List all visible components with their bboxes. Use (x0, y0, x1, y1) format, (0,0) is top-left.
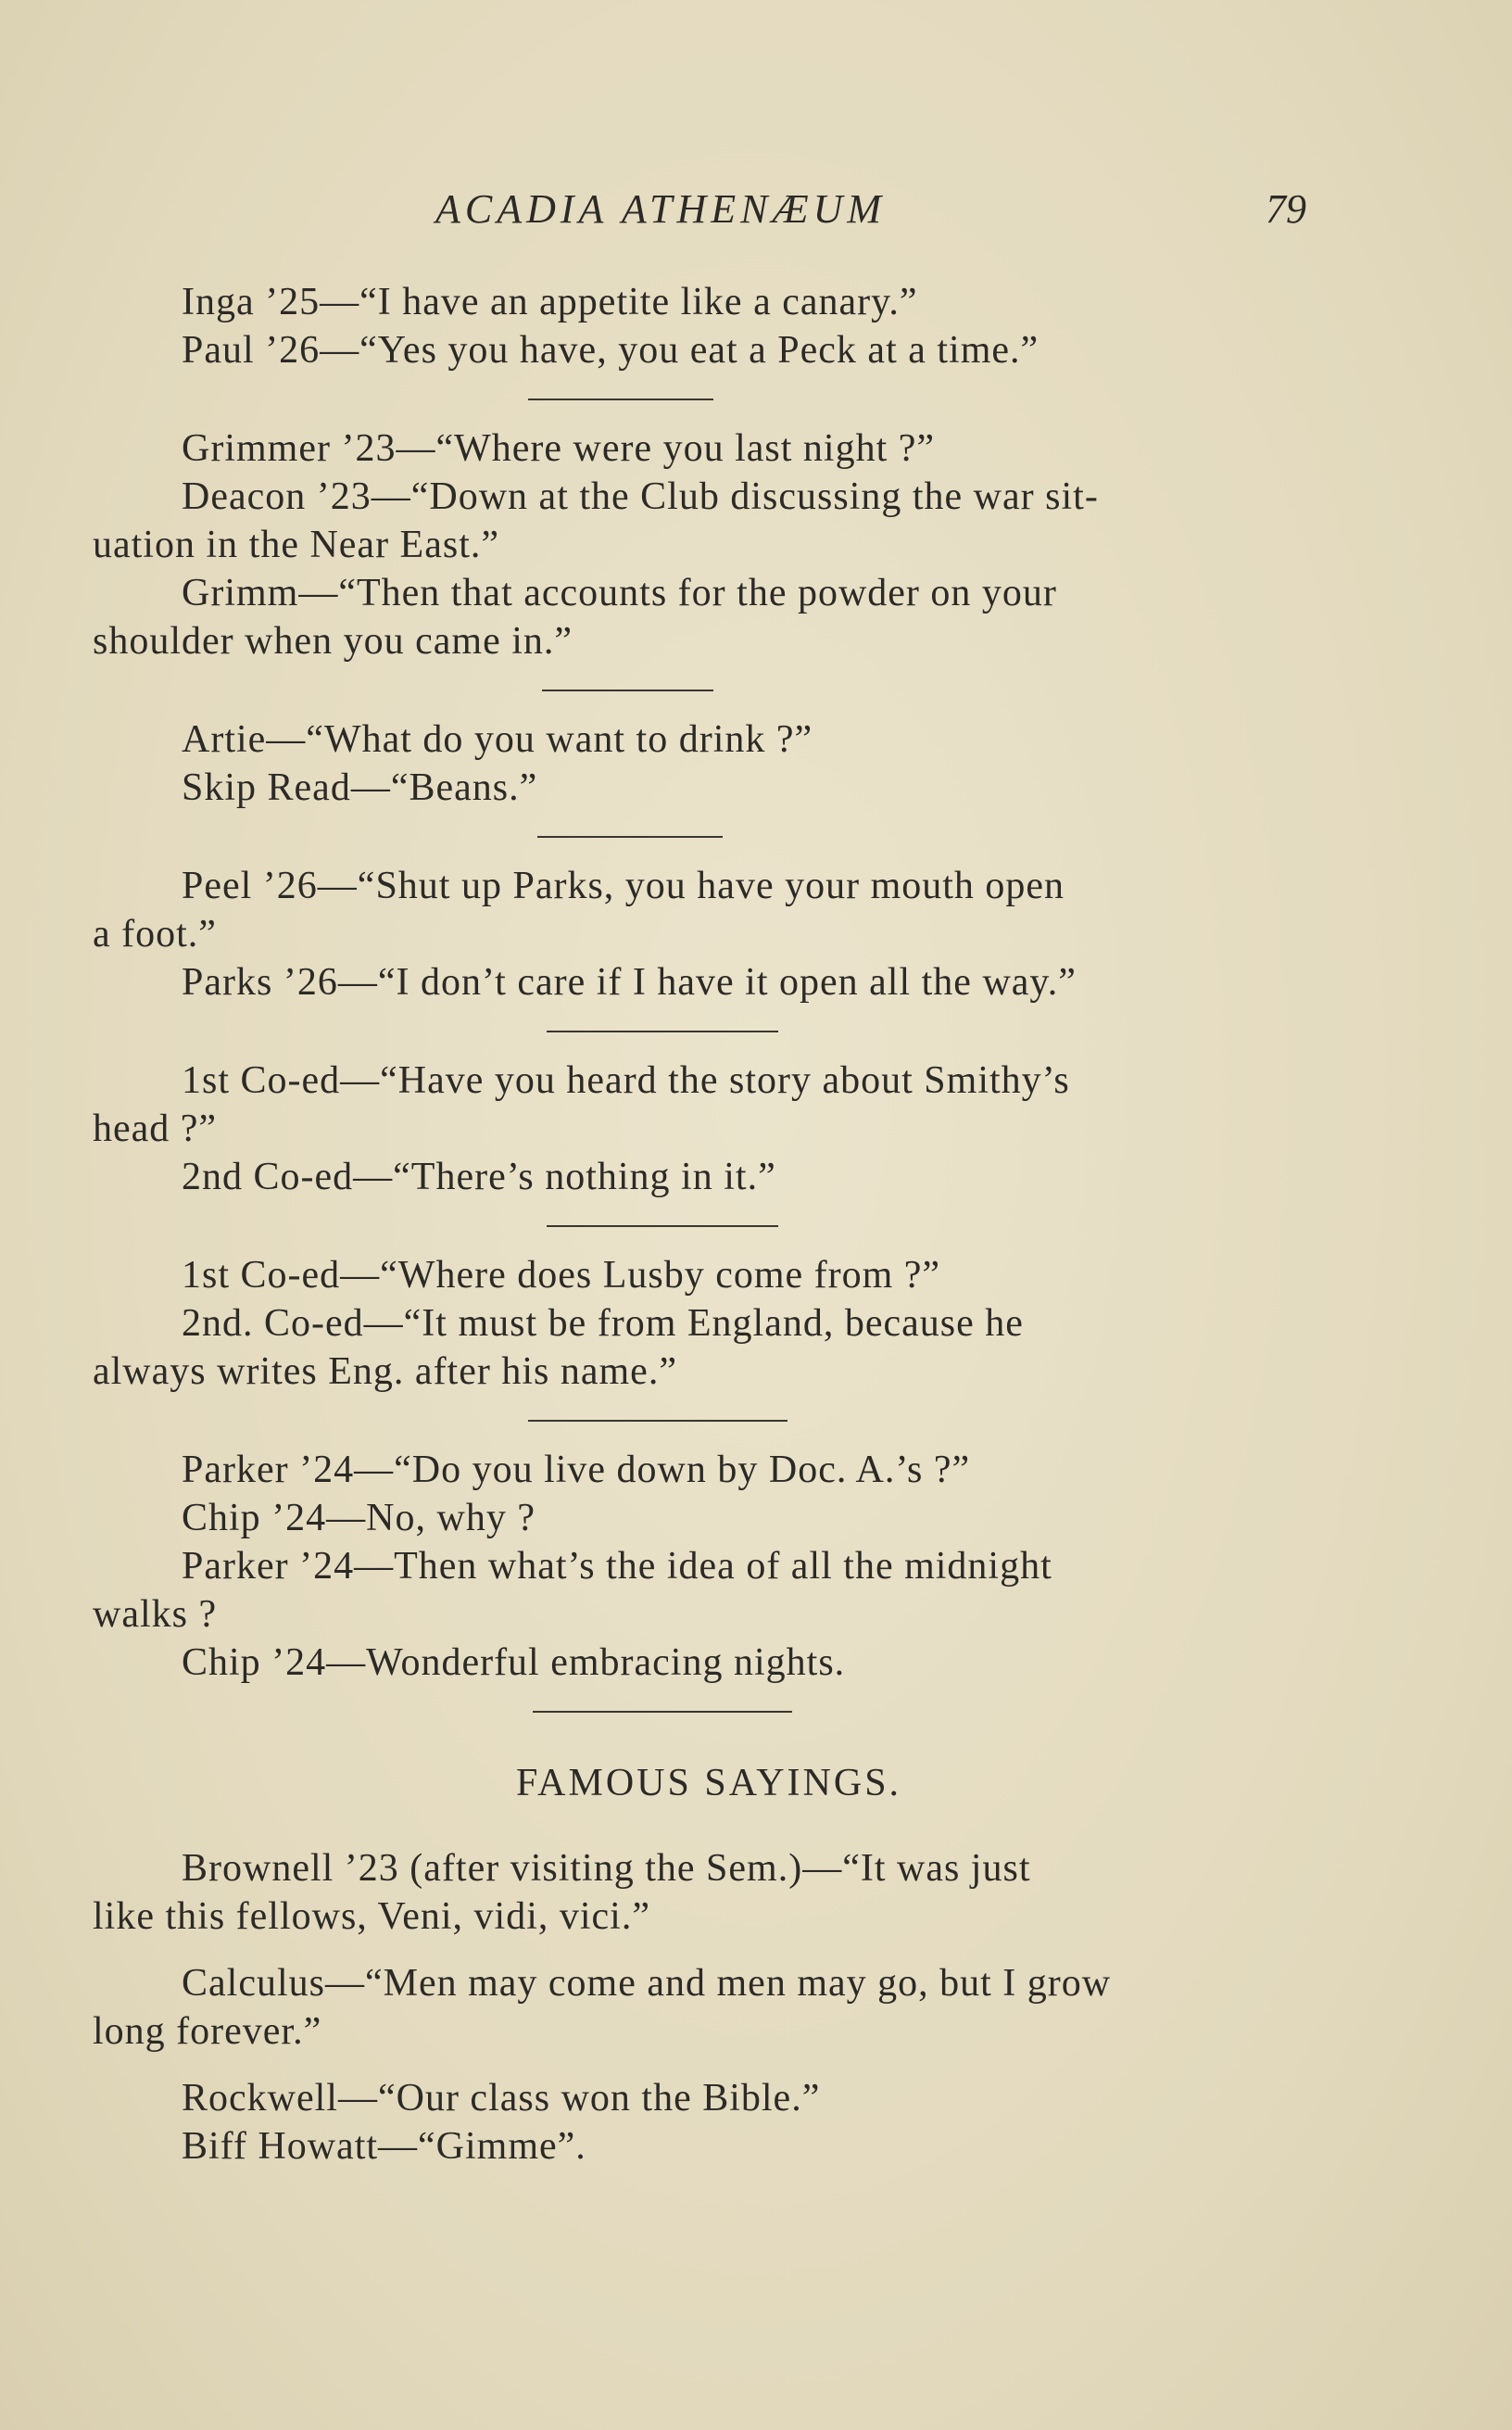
divider (528, 399, 713, 400)
text-line: Biff Howatt—“Gimme”. (182, 2125, 586, 2168)
spacer (93, 1807, 1325, 1844)
text-line: shoulder when you came in.” (93, 620, 573, 663)
divider (528, 1420, 788, 1422)
text-line: Paul ’26—“Yes you have, you eat a Peck at a time.” (182, 329, 1040, 372)
text-line: Deacon ’23—“Down at the Club discussing the war sit- (182, 475, 1099, 518)
text-line: uation in the Near East.” (93, 524, 500, 566)
text-line: Chip ’24—No, why ? (182, 1497, 536, 1539)
text-line: 2nd Co-ed—“There’s nothing in it.” (182, 1156, 776, 1198)
text-line: Grimmer ’23—“Where were you last night ?” (182, 427, 936, 470)
text-line: head ?” (93, 1107, 218, 1150)
text-line: Inga ’25—“I have an appetite like a canary.” (182, 281, 918, 323)
divider (547, 1225, 778, 1227)
text-line: Chip ’24—Wonderful embracing nights. (182, 1641, 846, 1684)
text-line: Skip Read—“Beans.” (182, 766, 538, 809)
text-line: long forever.” (93, 2010, 322, 2053)
divider (547, 1031, 778, 1032)
page-number: 79 (1266, 186, 1306, 232)
text-line: Calculus—“Men may come and men may go, but I grow (182, 1962, 1112, 2005)
text-line: Parker ’24—“Do you live down by Doc. A.’s ?” (182, 1449, 971, 1491)
text-line: Grimm—“Then that accounts for the powder on your (182, 572, 1057, 614)
divider (533, 1711, 792, 1713)
text-line: 1st Co-ed—“Where does Lusby come from ?” (182, 1254, 941, 1297)
page-body (93, 278, 1325, 2171)
text-line: Rockwell—“Our class won the Bible.” (182, 2077, 821, 2120)
text-line: walks ? (93, 1593, 218, 1636)
divider (542, 690, 713, 691)
page-header (0, 185, 1512, 241)
text-line: like this fellows, Veni, vidi, vici.” (93, 1895, 650, 1938)
text-line: Artie—“What do you want to drink ?” (182, 718, 813, 761)
text-line: always writes Eng. after his name.” (93, 1350, 677, 1393)
running-head: ACADIA ATHENÆUM (435, 186, 887, 232)
text-line: Brownell ’23 (after visiting the Sem.)—“It was just (182, 1847, 1031, 1890)
text-line: 1st Co-ed—“Have you heard the story about Smithy’s (182, 1059, 1070, 1102)
text-line: Parks ’26—“I don’t care if I have it open all the way.” (182, 961, 1077, 1004)
text-line: a foot.” (93, 913, 217, 956)
spacer (93, 2056, 1325, 2074)
divider (537, 836, 723, 838)
section-heading: FAMOUS SAYINGS. (515, 1762, 902, 1804)
spacer (93, 1941, 1325, 1959)
text-line: Parker ’24—Then what’s the idea of all the midnight (182, 1545, 1052, 1588)
text-line: Peel ’26—“Shut up Parks, you have your mouth open (182, 865, 1065, 907)
text-line: 2nd. Co-ed—“It must be from England, because he (182, 1302, 1024, 1345)
